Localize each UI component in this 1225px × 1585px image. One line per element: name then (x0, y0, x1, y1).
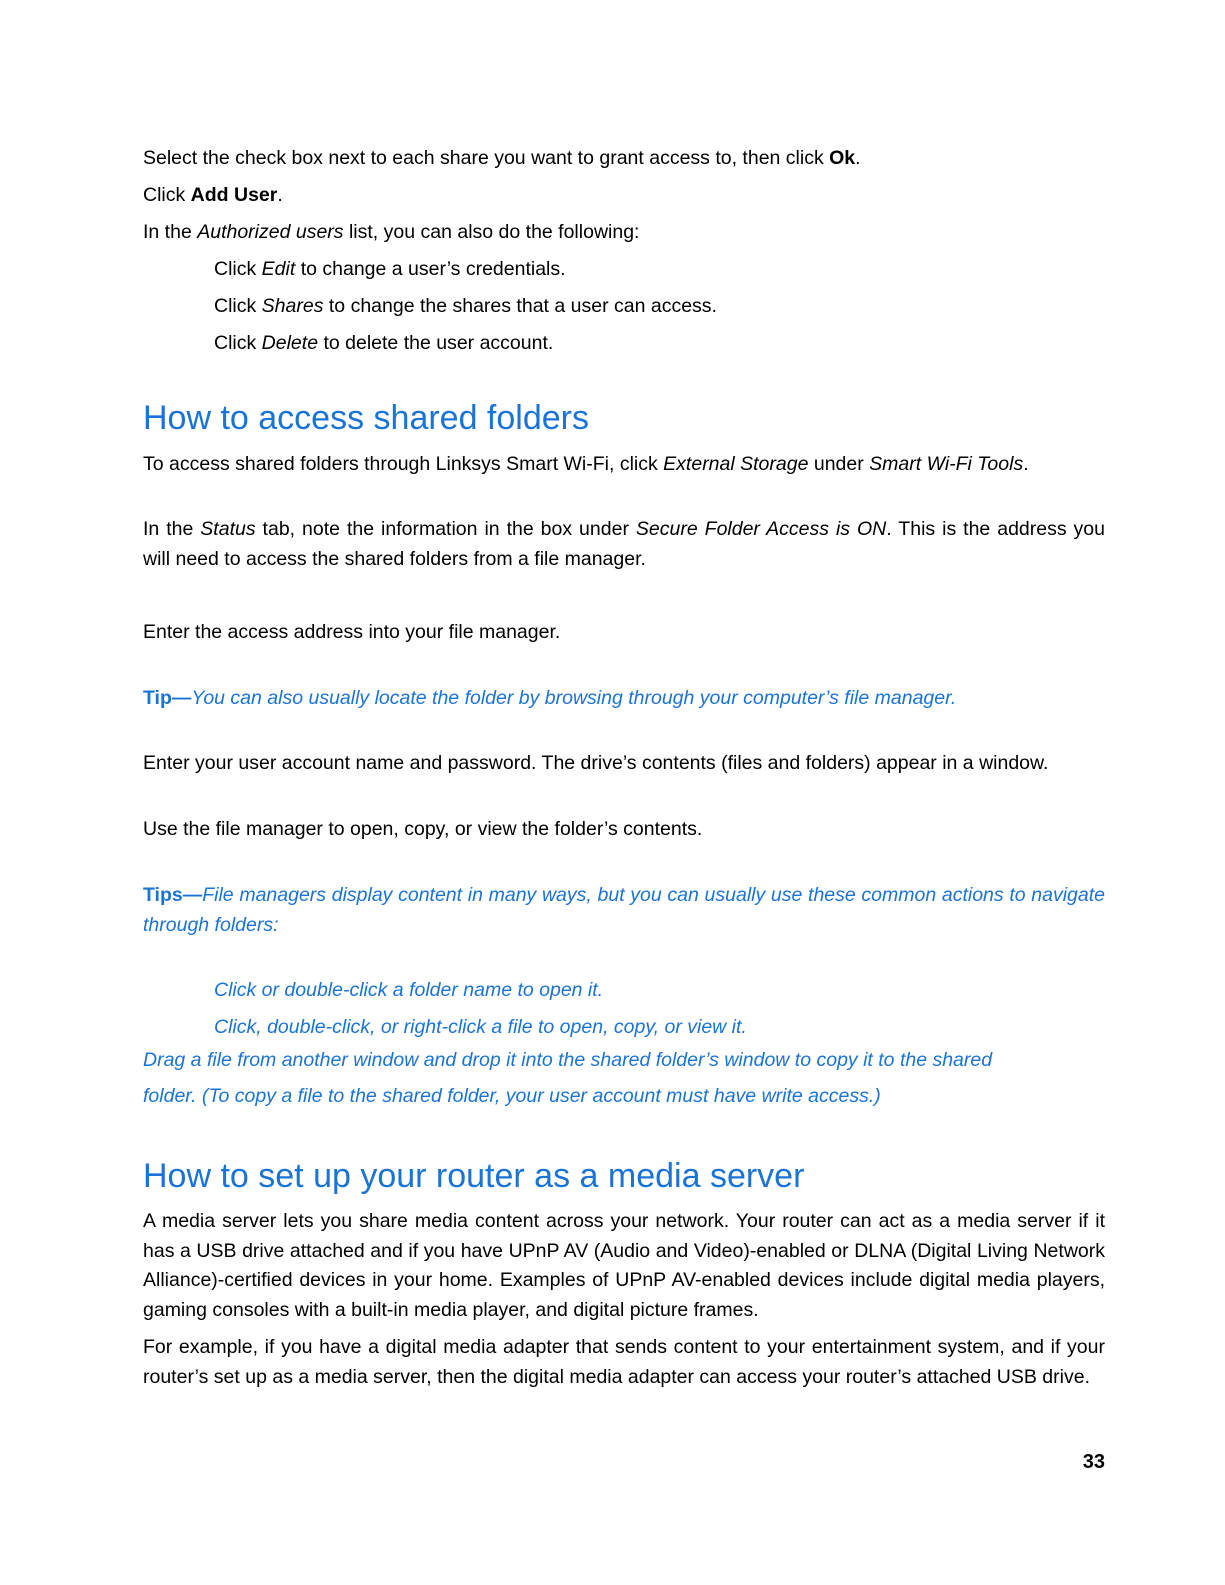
heading-media-server: How to set up your router as a media server (143, 1157, 805, 1195)
paragraph-text: tab, note the information in the box under (255, 518, 636, 540)
secure-folder-access-term: Secure Folder Access is ON (635, 518, 887, 540)
authorized-users-term: Authorized users (197, 221, 344, 243)
heading-shared-folders: How to access shared folders (143, 399, 589, 437)
step-text: Click (143, 184, 191, 206)
tip-text: You can also usually locate the folder by browsing through your computer’s file manager. (191, 687, 957, 709)
external-storage-term: External Storage (663, 453, 809, 475)
shares-term: Shares (261, 295, 324, 317)
step-text: Select the check box next to each share you want to grant access to, then click (143, 147, 830, 169)
step-text: . (277, 184, 283, 206)
step-text: Click (214, 332, 262, 354)
media-server-paragraph: A media server lets you share media content across your network. Your router can act as a media server if it has a USB drive attached and if you have UPnP AV (Audio and Video)-enabled or DLNA (Digital Living Network Alliance)-certified devices in your home. Examples of UPnP AV-enabled devices include digital media players, gaming consoles with a built-in media player, and digital picture frames. (143, 1210, 1105, 1321)
tips-label: Tips— (143, 884, 203, 906)
tip-label: Tip— (143, 687, 192, 709)
step-text: to change a user’s credentials. (295, 258, 566, 280)
sub-step-edit (214, 257, 566, 281)
edit-term: Edit (261, 258, 296, 280)
access-address-paragraph: Enter the access address into your file manager. (143, 621, 561, 643)
tip-item-drag-line-1: Drag a file from another window and drop it into the shared folder’s window to copy it to the shared (143, 1049, 993, 1071)
step-text: to delete the user account. (318, 332, 554, 354)
step-text: Click (214, 295, 262, 317)
step-add-user (143, 183, 283, 207)
step-select-shares (143, 146, 861, 170)
add-user-term: Add User (190, 184, 278, 206)
tip-item-open-folder: Click or double-click a folder name to open it. (214, 979, 604, 1001)
tips-text: File managers display content in many ways, but you can usually use these common actions to navigate through folders: (143, 884, 1105, 936)
page-number: 33 (1082, 1451, 1105, 1473)
tip-item-drag-line-2: folder. (To copy a file to the shared folder, your user account must have write access.) (143, 1085, 881, 1107)
tip-item-open-file: Click, double-click, or right-click a file to open, copy, or view it. (214, 1016, 747, 1038)
tips-note (143, 881, 1105, 940)
step-text: In the (143, 221, 198, 243)
ok-term: Ok (829, 147, 856, 169)
tip-note (143, 686, 956, 710)
step-text: to change the shares that a user can access. (323, 295, 717, 317)
paragraph-text: To access shared folders through Linksys Smart Wi-Fi, click (143, 453, 664, 475)
shared-folders-intro (143, 452, 1029, 476)
paragraph-text: . (1023, 453, 1029, 475)
credentials-paragraph: Enter your user account name and password. The drive’s contents (files and folders) appear in a window. (143, 752, 1049, 774)
step-text: list, you can also do the following: (343, 221, 640, 243)
media-adapter-paragraph: For example, if you have a digital media adapter that sends content to your entertainment system, and if your router’s set up as a media server, then the digital media adapter can access your router’s attached USB drive. (143, 1336, 1105, 1388)
status-tab-paragraph (143, 515, 1105, 574)
paragraph-text: . This is the address you will need to access the shared folders from a file manager. (143, 518, 1105, 570)
sub-step-shares (214, 294, 717, 318)
paragraph-text: under (808, 453, 870, 475)
file-manager-paragraph: Use the file manager to open, copy, or view the folder’s contents. (143, 818, 703, 840)
sub-step-delete (214, 331, 553, 355)
step-authorized-users (143, 220, 639, 244)
step-text: . (855, 147, 861, 169)
delete-term: Delete (261, 332, 319, 354)
smart-wifi-tools-term: Smart Wi-Fi Tools (869, 453, 1024, 475)
status-term: Status (200, 518, 256, 540)
paragraph-text: In the (143, 518, 201, 540)
step-text: Click (214, 258, 262, 280)
